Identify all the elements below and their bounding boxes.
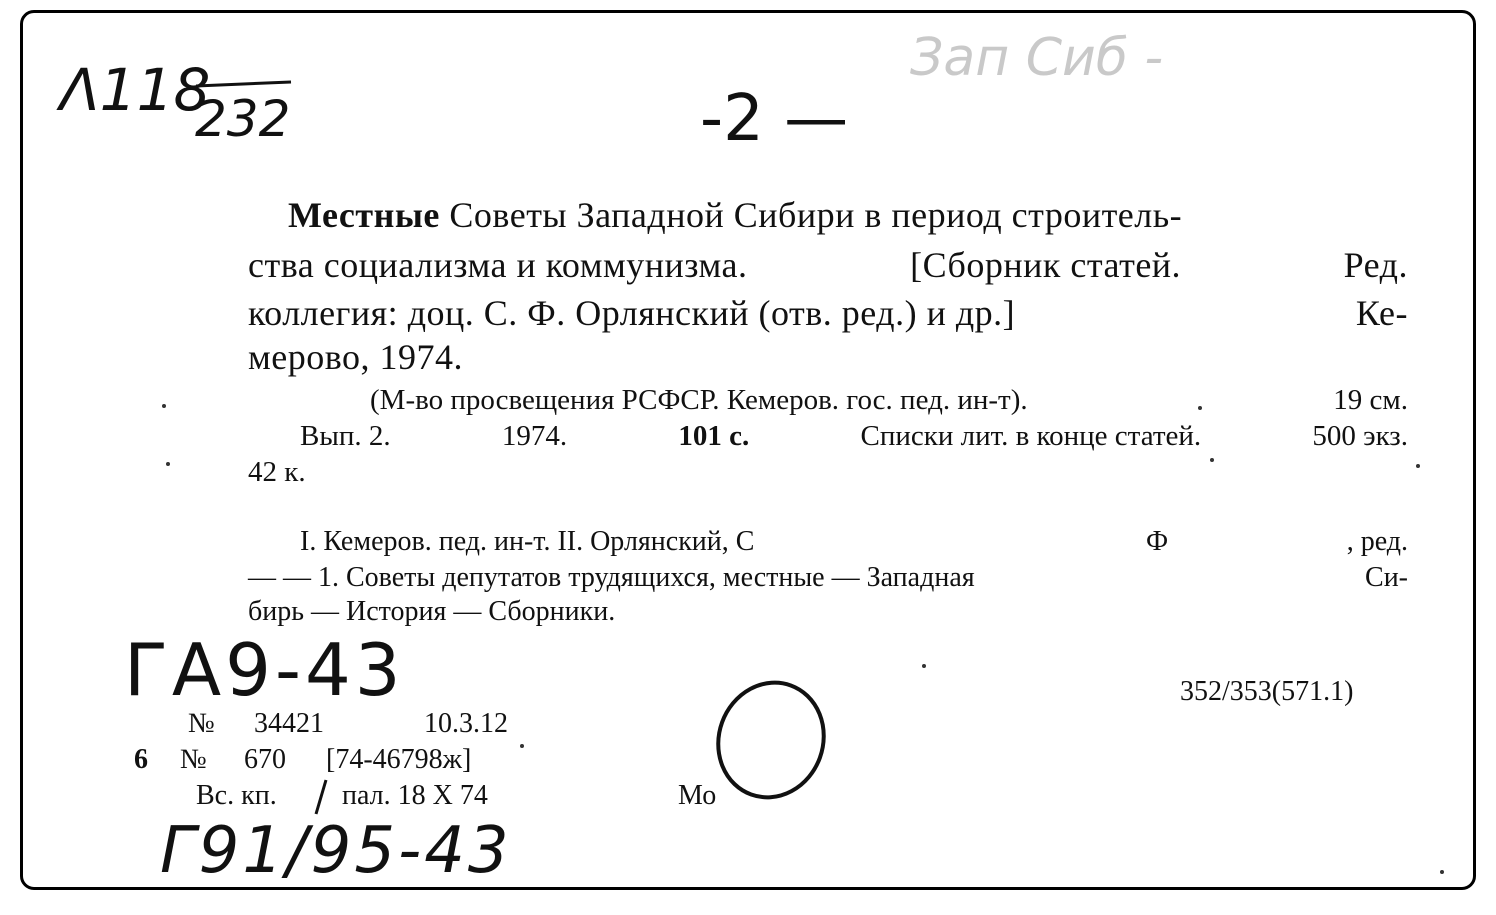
speck (1416, 464, 1420, 468)
handwritten-shelf-mark: ГА9-43 (124, 628, 405, 712)
catalog-number: 670 (244, 744, 286, 775)
title-text: ства социализма и коммунизма. (248, 245, 748, 285)
series-text: (М-во просвещения РСФСР. Кемеров. гос. пед. ин-т). (370, 384, 1028, 416)
title-text: Ред. (1343, 245, 1408, 285)
handwritten-page-number: -2 — (700, 82, 849, 156)
catalog-text: Вс. кп. (196, 780, 277, 811)
title-line-3 (248, 292, 1408, 334)
title-line-4: мерово, 1974. (248, 337, 464, 377)
tracing-text: — — 1. Советы депутатов трудящихся, местные — Западная (248, 562, 975, 593)
handwritten-number: 232 (195, 90, 291, 148)
tracing-text: Си- (1365, 562, 1408, 593)
catalog-number: 34421 (254, 708, 324, 739)
speck (520, 744, 524, 748)
speck (922, 664, 926, 668)
copies-text: 500 экз. (1312, 420, 1408, 452)
tracing-text: I. Кемеров. пед. ин-т. II. Орлянский, С (300, 526, 755, 557)
title-line-2 (248, 244, 1408, 286)
hand-drawn-slash (312, 778, 332, 818)
tracing-line-3: бирь — История — Сборники. (248, 596, 616, 627)
catalog-line-2 (134, 744, 554, 780)
number-overline (196, 80, 296, 90)
title-text: Ке- (1355, 293, 1408, 333)
handwritten-code: Λ118 (60, 56, 211, 124)
catalog-text: Мо (678, 780, 717, 811)
pages-text: 101 с. (678, 420, 750, 452)
bibliography-text: Списки лит. в конце статей. (860, 420, 1202, 452)
tracing-text: , ред. (1346, 526, 1408, 557)
series-line (370, 384, 1408, 417)
catalog-line-1 (188, 708, 538, 744)
hand-drawn-circle (715, 680, 835, 800)
classification-number: 352/353(571.1) (1180, 676, 1354, 707)
faint-handwriting: Зап Сиб - (910, 28, 1164, 88)
title-text: коллегия: доц. С. Ф. Орлянский (отв. ред.) и др.] (248, 293, 1016, 333)
price-text: 42 к. (248, 456, 306, 488)
number-sign: № (180, 744, 207, 775)
size-text: 19 см. (1333, 384, 1408, 416)
tracing-line-2 (248, 562, 1408, 594)
catalog-code: [74-46798ж] (326, 744, 472, 775)
speck (162, 404, 166, 408)
title-text: [Сборник статей. (910, 245, 1182, 285)
issue-text: Вып. 2. (300, 420, 391, 452)
title-lead-word: Местные (288, 195, 440, 235)
handwritten-shelf-mark: Г91/95-43 (160, 814, 512, 888)
tracing-text: Ф (1146, 526, 1169, 557)
issue-line (300, 420, 1408, 453)
speck (1198, 406, 1202, 410)
speck (1210, 458, 1214, 462)
catalog-date: 10.3.12 (424, 708, 508, 739)
speck (166, 462, 170, 466)
title-text: Советы Западной Сибири в период строитель- (449, 195, 1183, 235)
number-sign: № (188, 708, 215, 739)
catalog-prefix: 6 (134, 744, 148, 775)
year-text: 1974. (501, 420, 568, 452)
title-line-1 (288, 194, 1182, 236)
speck (1440, 870, 1444, 874)
catalog-text: пал. 18 X 74 (342, 780, 488, 811)
tracing-line-1 (300, 526, 1408, 562)
